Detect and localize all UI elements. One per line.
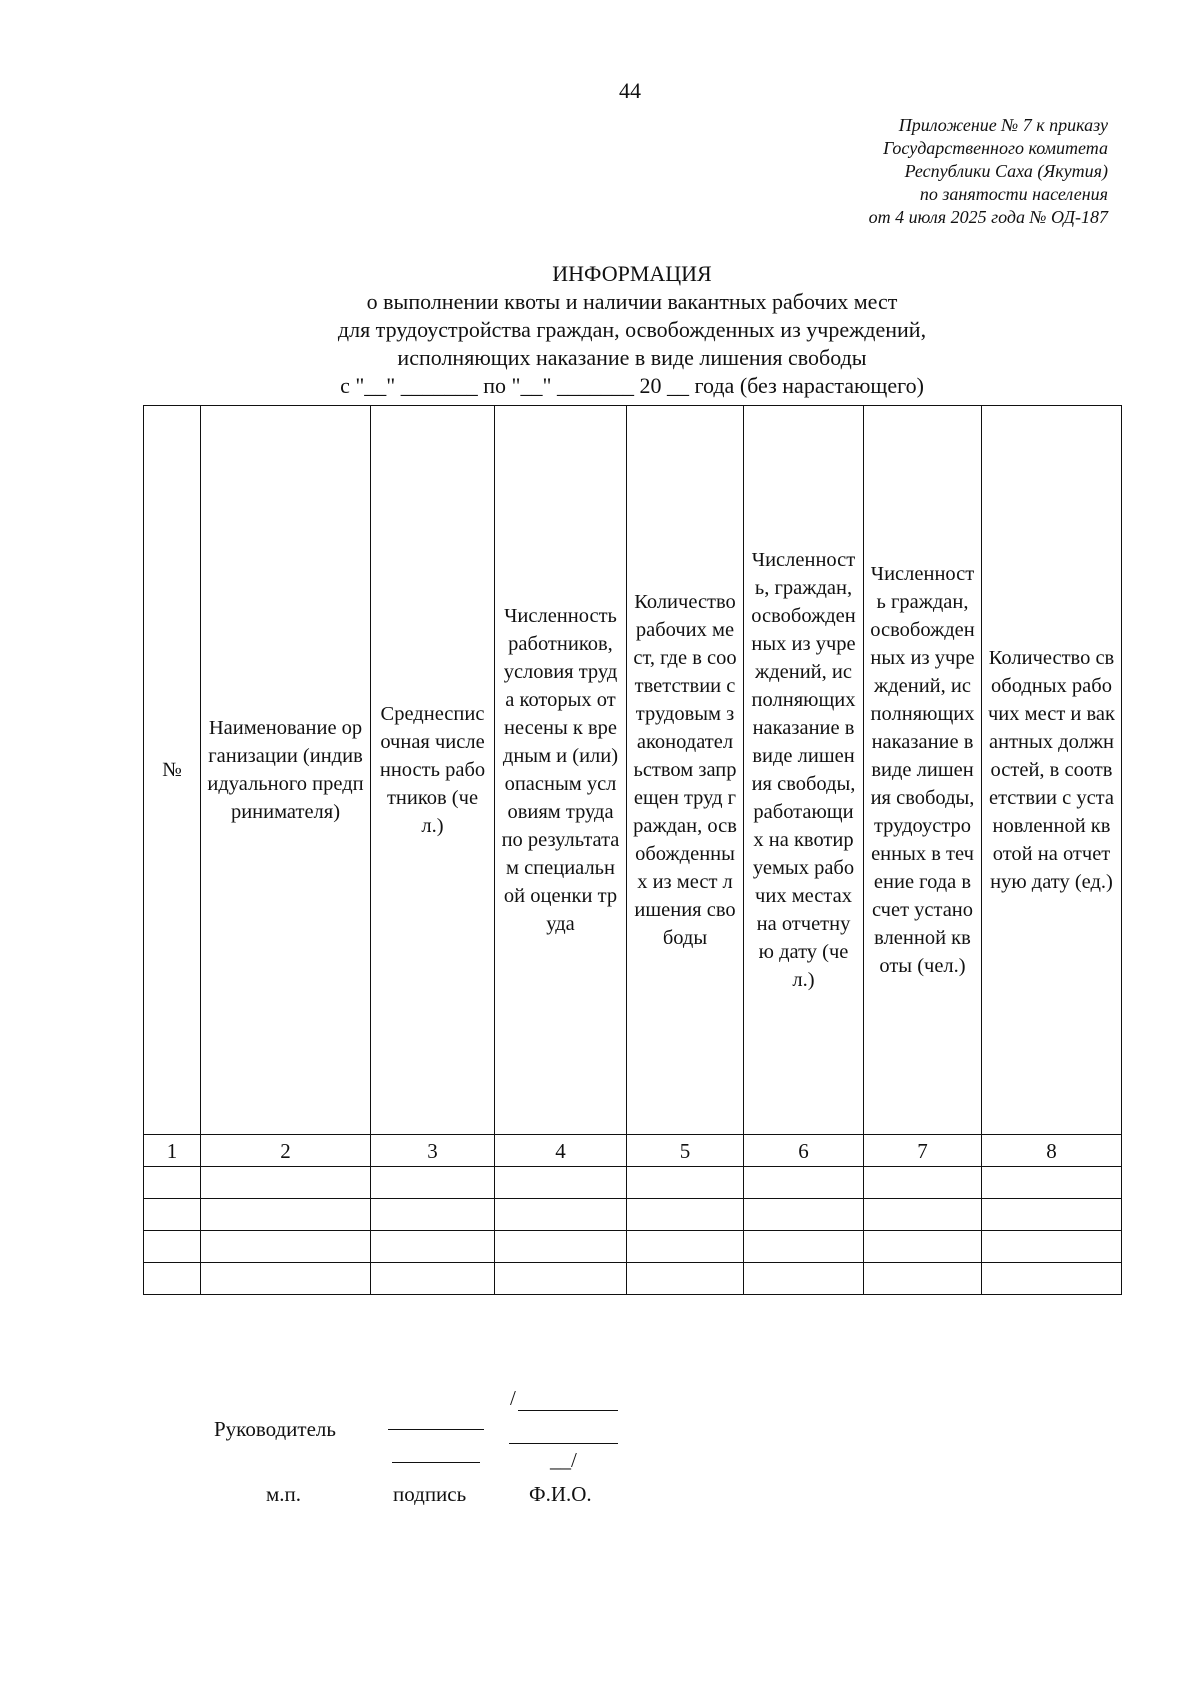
table-cell[interactable] — [495, 1199, 627, 1231]
appendix-line: от 4 июля 2025 года № ОД-187 — [868, 207, 1108, 227]
table-cell[interactable] — [201, 1263, 371, 1295]
header-cell: № — [144, 406, 201, 1135]
table-row — [144, 1231, 1122, 1263]
table-cell[interactable] — [864, 1263, 982, 1295]
table-cell[interactable] — [371, 1263, 495, 1295]
header-cell: Количество рабочих мест, где в соответствии с трудовым законодательством запрещен труд граждан, освобожденных из мест лишения свободы — [627, 406, 744, 1135]
title-heading: ИНФОРМАЦИЯ — [552, 261, 712, 286]
column-number: 5 — [627, 1135, 744, 1167]
signature-caption: подпись — [393, 1482, 467, 1506]
page-number: 44 — [619, 78, 641, 103]
column-number: 8 — [982, 1135, 1122, 1167]
table-row — [144, 1199, 1122, 1231]
table-cell[interactable] — [744, 1263, 864, 1295]
table-cell[interactable] — [864, 1199, 982, 1231]
table-cell[interactable] — [627, 1167, 744, 1199]
title-line: исполняющих наказание в виде лишения свободы — [397, 345, 867, 370]
quota-table — [143, 405, 1122, 1295]
table-cell[interactable] — [201, 1167, 371, 1199]
table-row — [144, 1263, 1122, 1295]
table-cell[interactable] — [744, 1167, 864, 1199]
table-cell[interactable] — [495, 1231, 627, 1263]
column-number: 4 — [495, 1135, 627, 1167]
name-caption: Ф.И.О. — [529, 1482, 592, 1506]
table-cell[interactable] — [144, 1199, 201, 1231]
appendix-line: Государственного комитета — [883, 138, 1108, 158]
title-line: для трудоустройства граждан, освобожденных из учреждений, — [337, 317, 927, 342]
slash-mark: / — [510, 1386, 516, 1410]
table-cell[interactable] — [201, 1199, 371, 1231]
table-cell[interactable] — [627, 1231, 744, 1263]
header-cell: Численность работников, условия труда которых отнесены к вредным и (или) опасным условиям труда по результатам специальной оценки труда — [495, 406, 627, 1135]
table-cell[interactable] — [982, 1199, 1122, 1231]
table-cell[interactable] — [495, 1263, 627, 1295]
table-cell[interactable] — [371, 1231, 495, 1263]
header-cell: Количество свободных рабочих мест и вакантных должностей, в соответствии с установленной квотой на отчетную дату (ед.) — [982, 406, 1122, 1135]
table-cell[interactable] — [144, 1231, 201, 1263]
table-cell[interactable] — [982, 1231, 1122, 1263]
appendix-line: Республики Саха (Якутия) — [904, 161, 1108, 181]
table-cell[interactable] — [627, 1199, 744, 1231]
stamp-label: м.п. — [266, 1482, 302, 1506]
document-title — [132, 260, 1132, 400]
table-cell[interactable] — [495, 1167, 627, 1199]
table-cell[interactable] — [201, 1231, 371, 1263]
table-cell[interactable] — [371, 1167, 495, 1199]
appendix-line: по занятости населения — [919, 184, 1108, 204]
column-number: 6 — [744, 1135, 864, 1167]
table-cell[interactable] — [144, 1167, 201, 1199]
header-cell: Численность, граждан, освобожденных из учреждений, исполняющих наказание в виде лишения свободы, работающих на квотируемых рабочих местах на отчетную дату (чел.) — [744, 406, 864, 1135]
column-number-row — [144, 1135, 1122, 1167]
table-cell[interactable] — [864, 1231, 982, 1263]
column-number: 7 — [864, 1135, 982, 1167]
table-cell[interactable] — [982, 1263, 1122, 1295]
table-cell[interactable] — [371, 1199, 495, 1231]
name-line[interactable] — [509, 1443, 618, 1444]
reporting-period: с "__" _______ по "__" _______ 20 __ года (без нарастающего) — [340, 373, 924, 398]
table-cell[interactable] — [864, 1167, 982, 1199]
signature-line[interactable] — [388, 1429, 484, 1430]
column-number: 2 — [201, 1135, 371, 1167]
header-cell: Наименование организации (индивидуального предпринимателя) — [201, 406, 371, 1135]
table-row — [144, 1167, 1122, 1199]
name-line[interactable] — [518, 1410, 618, 1411]
header-cell: Численность граждан, освобожденных из учреждений, исполняющих наказание в виде лишения свободы, трудоустроенных в течение года в счет установленной квоты (чел.) — [864, 406, 982, 1135]
column-number: 1 — [144, 1135, 201, 1167]
table-cell[interactable] — [744, 1231, 864, 1263]
column-number: 3 — [371, 1135, 495, 1167]
table-cell[interactable] — [744, 1199, 864, 1231]
table-header-row — [144, 406, 1122, 1135]
table-cell[interactable] — [627, 1263, 744, 1295]
slash-mark: __/ — [550, 1448, 577, 1472]
signature-line[interactable] — [392, 1462, 480, 1463]
head-label: Руководитель — [214, 1417, 336, 1441]
header-cell: Среднесписочная численность работников (чел.) — [371, 406, 495, 1135]
table-cell[interactable] — [982, 1167, 1122, 1199]
appendix-line: Приложение № 7 к приказу — [898, 115, 1108, 135]
table-cell[interactable] — [144, 1263, 201, 1295]
title-line: о выполнении квоты и наличии вакантных рабочих мест — [366, 289, 898, 314]
appendix-note — [869, 114, 1108, 229]
